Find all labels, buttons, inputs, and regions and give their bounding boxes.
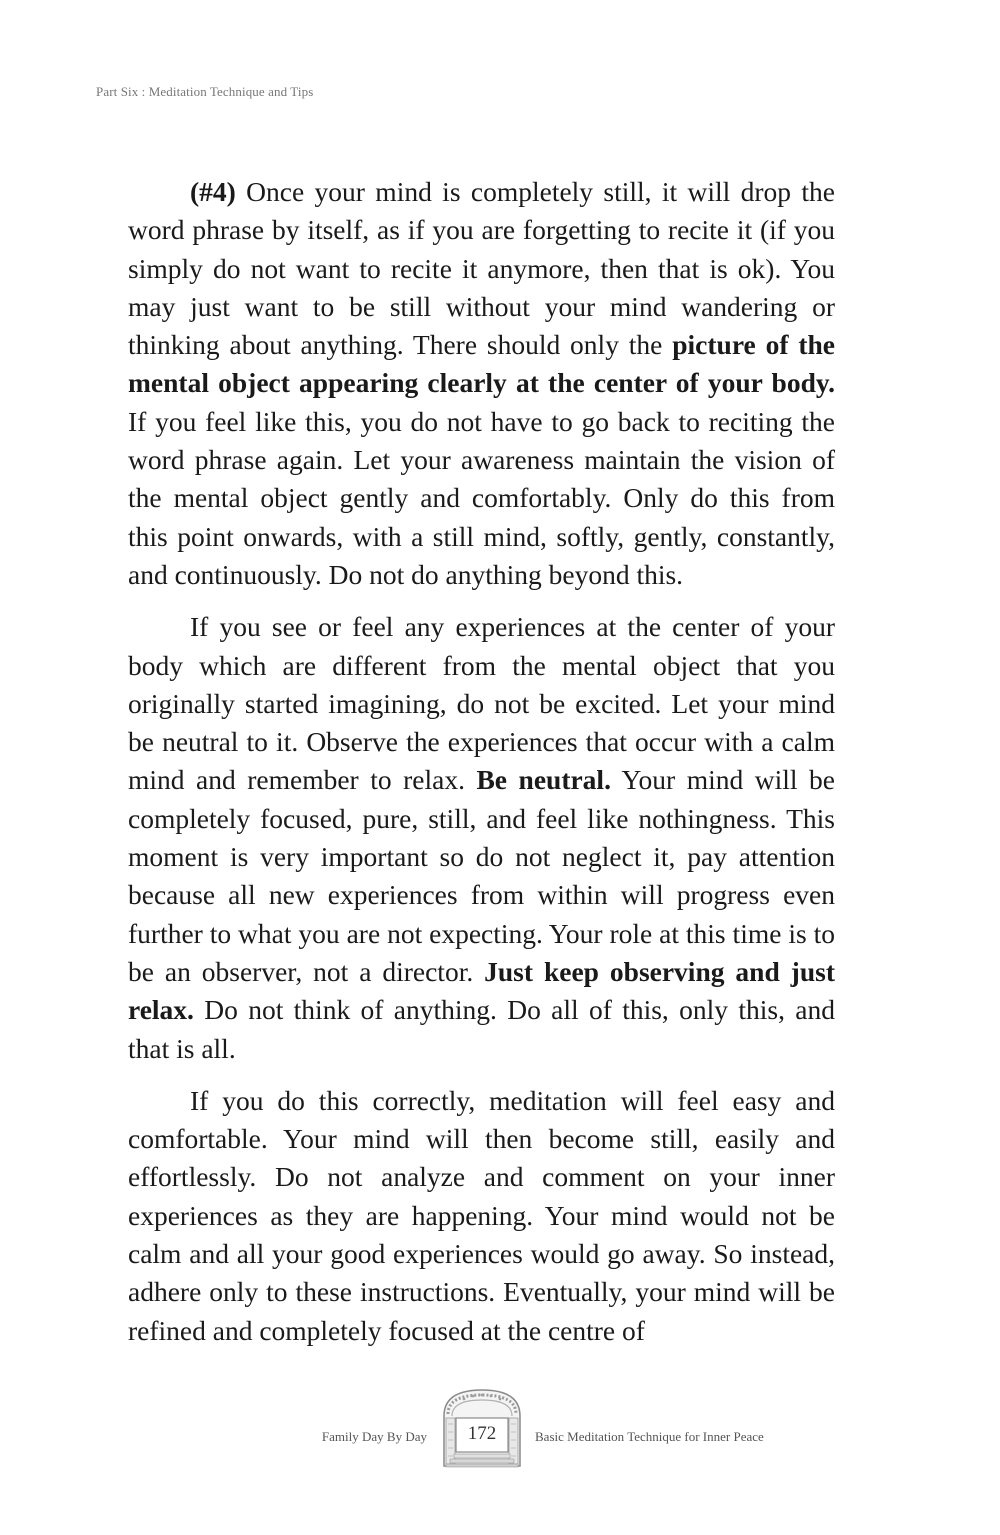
footer-book-title: Family Day By Day [321,1429,427,1444]
page-number: 172 [467,1423,497,1444]
paragraph-3 [128,1082,835,1350]
text-segment: Once your mind is completely still, it will drop the word phrase by itself, as if you are forgetting to recite it (if you simply do not want to recite it anymore, then that is ok). You may just want to be still without your mind wandering or thinking about anything. There should only the [128,176,835,361]
text-segment: If you do this correctly, meditation will feel easy and comfortable. Your mind will then become still, easily and effortlessly. Do not analyze and comment on your inner experiences as they are happening. Your mind would not be calm and all your good experiences would go away. So instead, adhere only to these instructions. Eventually, your mind will be refined and completely focused at the centre of [128,1084,835,1346]
body-text [128,173,835,1364]
emphasis-text: picture of the mental object appearing clearly at the center of your body. [128,329,835,399]
footer-chapter-title: Basic Meditation Technique for Inner Peace [535,1429,764,1444]
temple-arch-icon [440,1386,524,1468]
running-head: Part Six : Meditation Technique and Tips [96,84,314,99]
paragraph-2 [128,608,835,1068]
emphasis-text: Be neutral. [476,764,611,796]
text-segment: If you see or feel any experiences at the center of your body which are different from the mental object that you originally started imagining, do not be excited. Let your mind be neutral to it. Observe the experiences that occur with a calm mind and remember to relax. [128,611,835,796]
page-footer [0,1386,1000,1476]
paragraph-1 [128,173,835,594]
text-segment: Do not think of anything. Do all of this, only this, and that is all. [128,994,835,1064]
emphasis-text: Just keep observing and just relax. [128,955,835,1026]
text-segment: If you feel like this, you do not have to go back to reciting the word phrase again. Let your awareness maintain the vision of the mental object gently and comfortably. Only do this from this point onwards, with a still mind, softly, gently, constantly, and continuously. Do not do anything beyond this. [128,405,835,590]
step-marker: (#4) [190,176,236,207]
text-segment: Your mind will be completely focused, pure, still, and feel like nothingness. This moment is very important so do not neglect it, pay attention because all new experiences from within will progress even further to what you are not expecting. Your role at this time is to be an observer, not a director. [128,764,835,987]
